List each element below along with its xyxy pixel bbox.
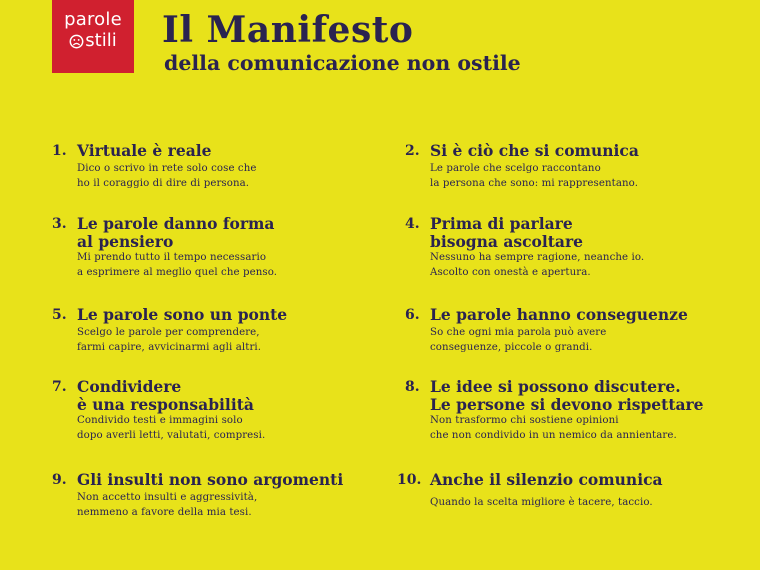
principle-text: Condivido testi e immagini solo dopo averli letti, valutati, compresi. <box>77 415 266 441</box>
page-subtitle: della comunicazione non ostile <box>164 51 521 75</box>
principle-number: 5. <box>52 307 67 323</box>
principle-number: 3. <box>52 216 67 232</box>
principle-title: Si è ciò che si comunica <box>430 141 639 160</box>
principle-number: 6. <box>405 307 420 323</box>
principle-text: Non trasformo chi sostiene opinioni che non condivido in un nemico da annientare. <box>430 415 677 441</box>
principle-number: 10. <box>397 472 422 488</box>
principle-text: Nessuno ha sempre ragione, neanche io. Ascolto con onestà e apertura. <box>430 252 645 278</box>
principle-text: Mi prendo tutto il tempo necessario a esprimere al meglio quel che penso. <box>77 252 278 278</box>
sad-face-icon <box>69 34 84 49</box>
principle-text: Quando la scelta migliore è tacere, taccio. <box>430 497 653 508</box>
principle-number: 9. <box>52 472 67 488</box>
principle-number: 2. <box>405 143 420 159</box>
principle-title: Virtuale è reale <box>77 141 212 160</box>
principle-text: Dico o scrivo in rete solo cose che ho il coraggio di dire di persona. <box>77 163 257 189</box>
principle-number: 7. <box>52 379 67 395</box>
principle-title: Condividere è una responsabilità <box>77 377 254 414</box>
principle-text: So che ogni mia parola può avere conseguenze, piccole o grandi. <box>430 327 607 353</box>
principle-title: Le parole hanno conseguenze <box>430 305 688 324</box>
principle-text: Scelgo le parole per comprendere, farmi capire, avvicinarmi agli altri. <box>77 327 262 353</box>
principle-title: Le parole danno forma al pensiero <box>77 214 275 251</box>
logo-text-parole: parole <box>64 9 122 30</box>
logo-text-stili: stili <box>85 30 117 51</box>
principle-title: Prima di parlare bisogna ascoltare <box>430 214 584 251</box>
logo <box>52 0 134 73</box>
principle-number: 1. <box>52 143 67 159</box>
principle-number: 4. <box>405 216 420 232</box>
principle-text: Le parole che scelgo raccontano la persona che sono: mi rappresentano. <box>430 163 639 189</box>
principle-title: Le idee si possono discutere. Le persone si devono rispettare <box>430 377 704 414</box>
page-title: Il Manifesto <box>162 9 414 51</box>
principle-title: Le parole sono un ponte <box>77 305 288 324</box>
principle-number: 8. <box>405 379 420 395</box>
principle-title: Anche il silenzio comunica <box>430 470 663 489</box>
principle-text: Non accetto insulti e aggressività, nemmeno a favore della mia tesi. <box>77 492 258 518</box>
principle-title: Gli insulti non sono argomenti <box>77 470 344 489</box>
